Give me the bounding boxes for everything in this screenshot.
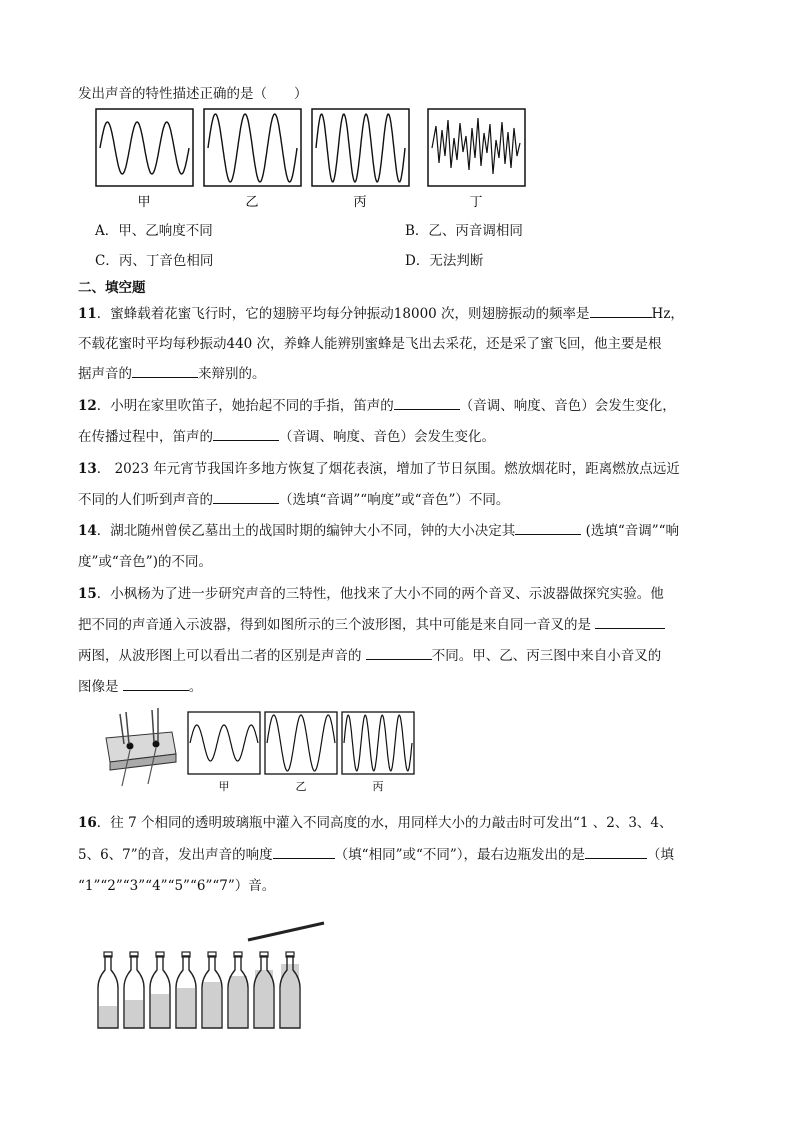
q13-line1: 13． 2023 年元宵节我国许多地方恢复了烟花表演，增加了节日氛围。燃放烟花时，距离燃放点远近 bbox=[78, 461, 680, 477]
q16-blank2[interactable] bbox=[585, 844, 647, 859]
q15-line1: 15．小枫杨为了进一步研究声音的三特性，他找来了大小不同的两个音叉、示波器做探究实验。他 bbox=[78, 586, 664, 602]
q10-stem: 发出声音的特性描述正确的是（ ） bbox=[78, 86, 308, 102]
q16-line2: 5、6、7”的音，发出声音的响度 （填“相同”或“不同”），最右边瓶发出的是 （填 bbox=[78, 843, 674, 863]
q15-blank3[interactable] bbox=[123, 676, 189, 691]
wave-label-jia: 甲 bbox=[137, 195, 151, 210]
q15-number: 15 bbox=[78, 586, 97, 602]
bottle bbox=[98, 952, 118, 1028]
wave-box-ding bbox=[428, 109, 525, 186]
q11-line1: 11．蜜蜂载着花蜜飞行时，它的翅膀平均每分钟振动18000 次，则翅膀振动的频率是 Hz， bbox=[78, 302, 684, 322]
q10-option-b: B．乙、丙音调相同 bbox=[405, 223, 523, 239]
q16-bottles-figure bbox=[96, 918, 336, 1033]
q15-blank1[interactable] bbox=[595, 614, 665, 629]
q10-option-a: A．甲、乙响度不同 bbox=[95, 223, 213, 239]
waveform-ding-noise bbox=[432, 118, 520, 174]
bottle bbox=[280, 952, 300, 1028]
q13-line2: 不同的人们听到声音的 （选填“音调”“响度”或“音色”）不同。 bbox=[78, 488, 509, 508]
q15-line3: 两图，从波形图上可以看出二者的区别是声音的 不同。甲、乙、丙三图中来自小音叉的 bbox=[78, 644, 661, 664]
q11-number: 11 bbox=[78, 306, 97, 322]
q16-number: 16 bbox=[78, 815, 97, 831]
q16-line1: 16．往 7 个相同的透明玻璃瓶中灌入不同高度的水，用同样大小的力敲击时可发出“1 、2、3、4、 bbox=[78, 815, 673, 831]
q10-waveform-figure bbox=[94, 108, 530, 213]
bottle bbox=[150, 952, 170, 1028]
osc-box-yi bbox=[265, 712, 337, 774]
q12-blank1[interactable] bbox=[394, 395, 460, 410]
osc-label-jia: 甲 bbox=[218, 780, 230, 793]
q11-line3: 据声音的 来辩别的。 bbox=[78, 362, 266, 382]
osc-wave-bing bbox=[344, 715, 412, 771]
waveform-jia bbox=[100, 122, 189, 174]
q14-blank[interactable] bbox=[515, 520, 581, 535]
q15-blank2[interactable] bbox=[366, 645, 432, 660]
wave-label-bing: 丙 bbox=[353, 195, 367, 210]
bottle bbox=[254, 952, 274, 1028]
q12-line2: 在传播过程中，笛声的 （音调、响度、音色）会发生变化。 bbox=[78, 425, 495, 445]
wave-label-ding: 丁 bbox=[469, 195, 483, 210]
q12-number: 12 bbox=[78, 398, 97, 414]
bottle bbox=[176, 952, 196, 1028]
q16-line3: “1”“2”“3”“4”“5”“6”“7”）音。 bbox=[78, 878, 276, 894]
q11-blank2[interactable] bbox=[132, 363, 198, 378]
q10-option-d: D．无法判断 bbox=[405, 253, 484, 269]
q13-blank[interactable] bbox=[213, 489, 279, 504]
osc-wave-yi bbox=[267, 715, 335, 771]
q15-line4: 图像是 。 bbox=[78, 675, 202, 695]
osc-box-jia bbox=[188, 712, 260, 774]
q14-line2: 度”或“音色”)的不同。 bbox=[78, 554, 212, 570]
q16-blank1[interactable] bbox=[273, 844, 335, 859]
q14-line1: 14．湖北随州曾侯乙墓出土的战国时期的编钟大小不同，钟的大小决定其 (选填“音调”“响 bbox=[78, 519, 679, 539]
bottle bbox=[124, 952, 144, 1028]
section-title: 二、填空题 bbox=[78, 280, 146, 296]
wave-label-yi: 乙 bbox=[245, 195, 259, 210]
bottle bbox=[202, 952, 222, 1028]
waveform-yi bbox=[208, 114, 297, 182]
q15-line2: 把不同的声音通入示波器，得到如图所示的三个波形图，其中可能是来自同一音叉的是 bbox=[78, 613, 665, 633]
osc-label-bing: 丙 bbox=[372, 780, 384, 793]
q10-option-c: C．丙、丁音色相同 bbox=[95, 253, 214, 269]
osc-wave-jia bbox=[190, 725, 258, 761]
striking-rod bbox=[248, 923, 324, 940]
q15-figure bbox=[100, 706, 420, 796]
bottle bbox=[228, 952, 248, 1028]
q13-number: 13 bbox=[78, 461, 97, 477]
q14-number: 14 bbox=[78, 523, 97, 539]
waveform-bing bbox=[316, 114, 405, 182]
tuning-forks-illustration bbox=[106, 708, 176, 786]
q11-blank1[interactable] bbox=[590, 303, 652, 318]
q12-line1: 12．小明在家里吹笛子，她抬起不同的手指，笛声的 （音调、响度、音色）会发生变化， bbox=[78, 394, 676, 414]
q11-line2: 不载花蜜时平均每秒振动440 次，养蜂人能辨别蜜蜂是飞出去采花，还是采了蜜飞回，他主要是根 bbox=[78, 336, 662, 352]
q12-blank2[interactable] bbox=[213, 426, 279, 441]
osc-label-yi: 乙 bbox=[295, 780, 307, 793]
